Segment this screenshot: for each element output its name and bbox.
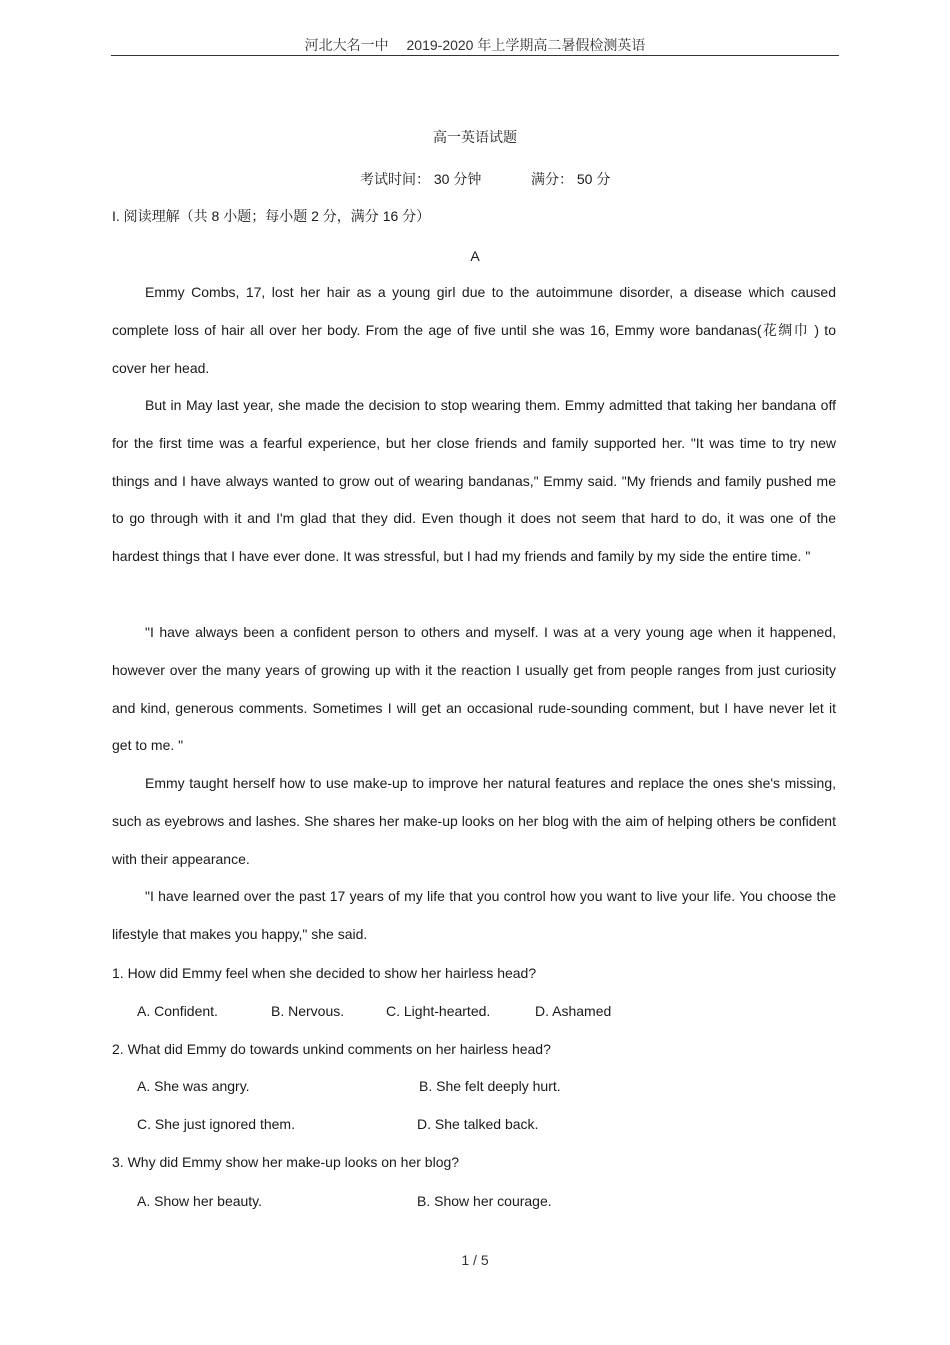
exam-time: 考试时间： 30 分钟 <box>360 171 482 187</box>
q3-option-a: A. Show her beauty. <box>137 1193 263 1209</box>
q2-option-c: C. She just ignored them. <box>137 1116 295 1132</box>
section-heading: I. 阅读理解（共 8 小题；每小题 2 分，满分 16 分） <box>112 208 431 224</box>
q1-option-c: C. Light-hearted. <box>386 1003 491 1019</box>
paragraph-5: "I have learned over the past 17 years of my life that you control how you want to live your life. You choose the lifestyle that makes you happy," she said. <box>112 888 836 942</box>
q2-option-b: B. She felt deeply hurt. <box>419 1078 561 1094</box>
passage-label: A <box>470 248 480 264</box>
exam-title: 高一英语试题 <box>433 129 517 145</box>
page-number: 1 / 5 <box>461 1252 489 1268</box>
question-1-stem: 1. How did Emmy feel when she decided to show her hairless head? <box>112 965 537 981</box>
q2-option-a: A. She was angry. <box>137 1078 250 1094</box>
page-header: 河北大名一中 2019-2020 年上学期高二暑假检测英语 <box>304 37 646 53</box>
exam-score: 满分： 50 分 <box>531 171 611 187</box>
question-3-stem: 3. Why did Emmy show her make-up looks on her blog? <box>112 1154 460 1170</box>
paragraph-1: Emmy Combs, 17, lost her hair as a young girl due to the autoimmune disorder, a disease which caused complete loss of hair all over her body. From the age of five until she was 16, Emmy wore bandanas(花绸巾 ) to cover her head. <box>112 284 836 376</box>
paragraph-2: But in May last year, she made the decision to stop wearing them. Emmy admitted that taking her bandana off for the first time was a fearful experience, but her close friends and family supported her. "It was time to try new things and I have always wanted to grow out of wearing bandanas," Emmy said. "My friends and family pushed me to go through with it and I'm glad that they did. Even though it does not seem that hard to do, it was one of the hardest things that I have ever done. It was stressful, but I had my friends and family by my side the entire time. " <box>112 397 836 565</box>
question-2-stem: 2. What did Emmy do towards unkind comments on her hairless head? <box>112 1041 551 1057</box>
paragraph-3: "I have always been a confident person to others and myself. I was at a very young age when it happened, however over the many years of growing up with it the reaction I usually get from people ranges from just curiosity and kind, generous comments. Sometimes I will get an occasional rude-sounding comment, but I have never let it get to me. " <box>112 624 836 754</box>
header-divider <box>111 55 839 56</box>
q1-option-d: D. Ashamed <box>535 1003 612 1019</box>
q1-option-b: B. Nervous. <box>271 1003 345 1019</box>
q3-option-b: B. Show her courage. <box>417 1193 552 1209</box>
q2-option-d: D. She talked back. <box>417 1116 539 1132</box>
q1-option-a: A. Confident. <box>137 1003 218 1019</box>
paragraph-4: Emmy taught herself how to use make-up to improve her natural features and replace the ones she's missing, such as eyebrows and lashes. She shares her make-up looks on her blog with the aim of helping others be confident with their appearance. <box>112 775 836 867</box>
